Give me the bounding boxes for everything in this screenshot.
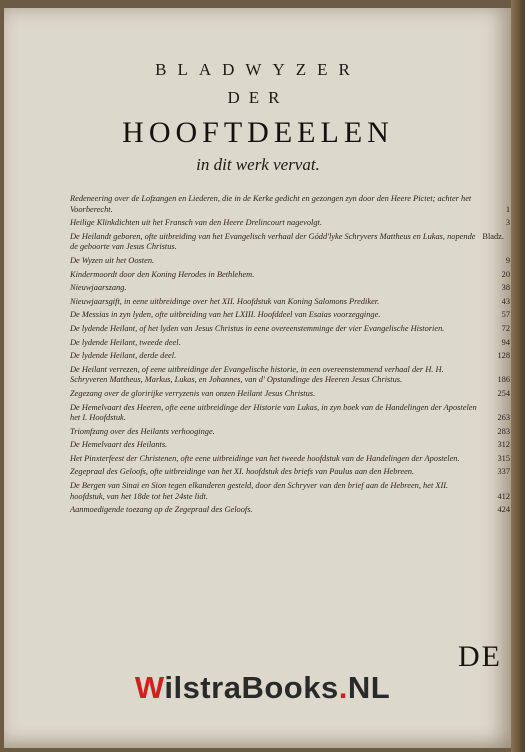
toc-entry-title: De Messias in zyn lyden, ofte uitbreiding van het LXIII. Hoofddeel van Esaias voorzegginge. [70,310,381,320]
toc-entry-title: Kindermoordt door den Koning Herodes in Bethlehem. [70,269,255,279]
toc-entry [70,403,510,424]
title-bladwyzer: BLADWYZER [155,60,361,79]
toc-entry [70,218,510,229]
toc-entry-title: De Wyzen uit het Oosten. [70,255,155,265]
toc-entry-title: Nieuwjaarsgift, in eene uitbreidinge over het XII. Hoofdstuk van Koning Salomons Prediker. [70,296,380,306]
toc-entry-title: Zegezang over de gloririjke verryzenis van onzen Heilant Jesus Christus. [70,388,316,398]
toc-entry-title: De Heilant verrezen, of eene uitbreidinge der Evangelische historie, in een overeenstemmend verhaal der H. H. Schryveren Mattheus, Markus, Lukas, en Johannes, van d' Opstandinge des Heeren Jesus Christus. [70,364,444,385]
toc-entry [70,194,510,215]
toc-entry-page: 412 [497,491,510,501]
toc-entry-page: 337 [497,467,510,477]
toc-entry-page: 3 [505,218,510,228]
toc-entry-title: Redeneering over de Lofzangen en Liederen, die in de Kerke gedicht en gezongen zyn door den Heere Pictet; achter het Voorberecht. [70,194,472,214]
toc-entry [70,338,510,349]
toc-entry-page: 38 [501,283,510,293]
toc-entry-page: 20 [501,269,510,279]
toc-entry-page: 283 [497,426,510,436]
toc-entry-title: De lydende Heilant, tweede deel. [70,337,181,347]
toc-entry-page: 57 [501,310,510,320]
toc-entry [70,232,510,253]
toc-entry-page: 94 [501,337,510,347]
toc-entry-page: 254 [497,388,510,398]
watermark-dot: . [338,670,348,705]
toc-entry-title: De Heilandt geboren, ofte uitbreiding van het Evangelisch verhaal der Gódd'lyke Schryvers Mattheus en Lukas, nopende de geboorte van Jesus Christus. [70,231,476,252]
toc-entry [70,454,510,465]
toc-entry [70,310,510,321]
toc-entry [70,297,510,308]
toc-entry-title: Het Pinxterfeest der Christenen, ofte eene uitbreidinge van het tweede hoofdstuk van de Handelingen der Apostelen. [70,453,460,463]
toc-entry-page: 128 [497,351,510,361]
catchword: DE [458,640,502,673]
title-hooftdeelen: HOOFTDEELEN [122,116,394,149]
watermark [0,670,525,706]
toc-entry-title: Aanmoedigende toezang op de Zegepraal des Geloofs. [70,505,253,515]
toc-entry [70,324,510,335]
toc-entry-title: De Bergen van Sinai en Sion tegen elkanderen gesteld, door den Schryver van den brief aan de Hebreen, het XII. hoofdstuk, van het 18de tot het 24ste lidt. [70,481,449,501]
toc-entry [70,351,510,362]
toc-entry [70,467,510,478]
toc-entry-title: De Hemelvaart des Heilants. [70,440,168,450]
watermark-tld: NL [347,670,391,705]
toc-entry [70,270,510,281]
toc-entry [70,440,510,451]
subtitle: in dit werk vervat. [196,155,320,174]
book-page [4,8,512,748]
toc-entry-title: Zegepraal des Geloofs, ofte uitbreidinge van het XI. hoofdstuk des briefs van Paulus aan den Hebreen. [70,467,415,477]
watermark-w: W [134,670,165,705]
toc-entry-title: De lydende Heilant, derde deel. [70,351,177,361]
toc-entry-page: 186 [497,375,510,385]
toc-entry-page: 312 [497,440,510,450]
toc-entry [70,481,510,502]
toc-entry-title: Heilige Klinkdichten uit het Fransch van den Heere Drelincourt nagevolgt. [70,218,322,228]
toc-entry-page: 424 [497,505,510,515]
toc-entry [70,427,510,438]
toc-entry-page: 72 [501,323,510,333]
toc-entry-title: Triomfzang over des Heilants verhooginge. [70,426,215,436]
toc-entry [70,389,510,400]
bladz-label: Bladz. [482,232,504,241]
toc-entry-title: De lydende Heilant, of het lyden van Jesus Christus in eene overeenstemminge der vier Evangelische Historien. [70,323,445,333]
toc-entry-page: 43 [501,296,510,306]
toc-entry [70,505,510,516]
toc-entry-page: 315 [497,453,510,463]
watermark-name: ilstraBooks [164,670,339,705]
toc-entry [70,256,510,267]
title-der: DER [227,88,289,107]
table-of-contents [70,194,510,519]
book-spine [511,0,525,752]
toc-entry-page: 1 [505,204,510,214]
toc-entry-title: Nieuwjaarszang. [70,283,127,293]
toc-entry-title: De Hemelvaart des Heeren, ofte eene uitbreidinge der Historie van Lukas, in zyn boek van de Handelingen der Apostelen het I. Hoofdstuk. [70,402,477,423]
toc-entry [70,365,510,386]
toc-entry [70,283,510,294]
toc-entry-page: 263 [497,413,510,423]
toc-entry-page: 9 [505,255,510,265]
